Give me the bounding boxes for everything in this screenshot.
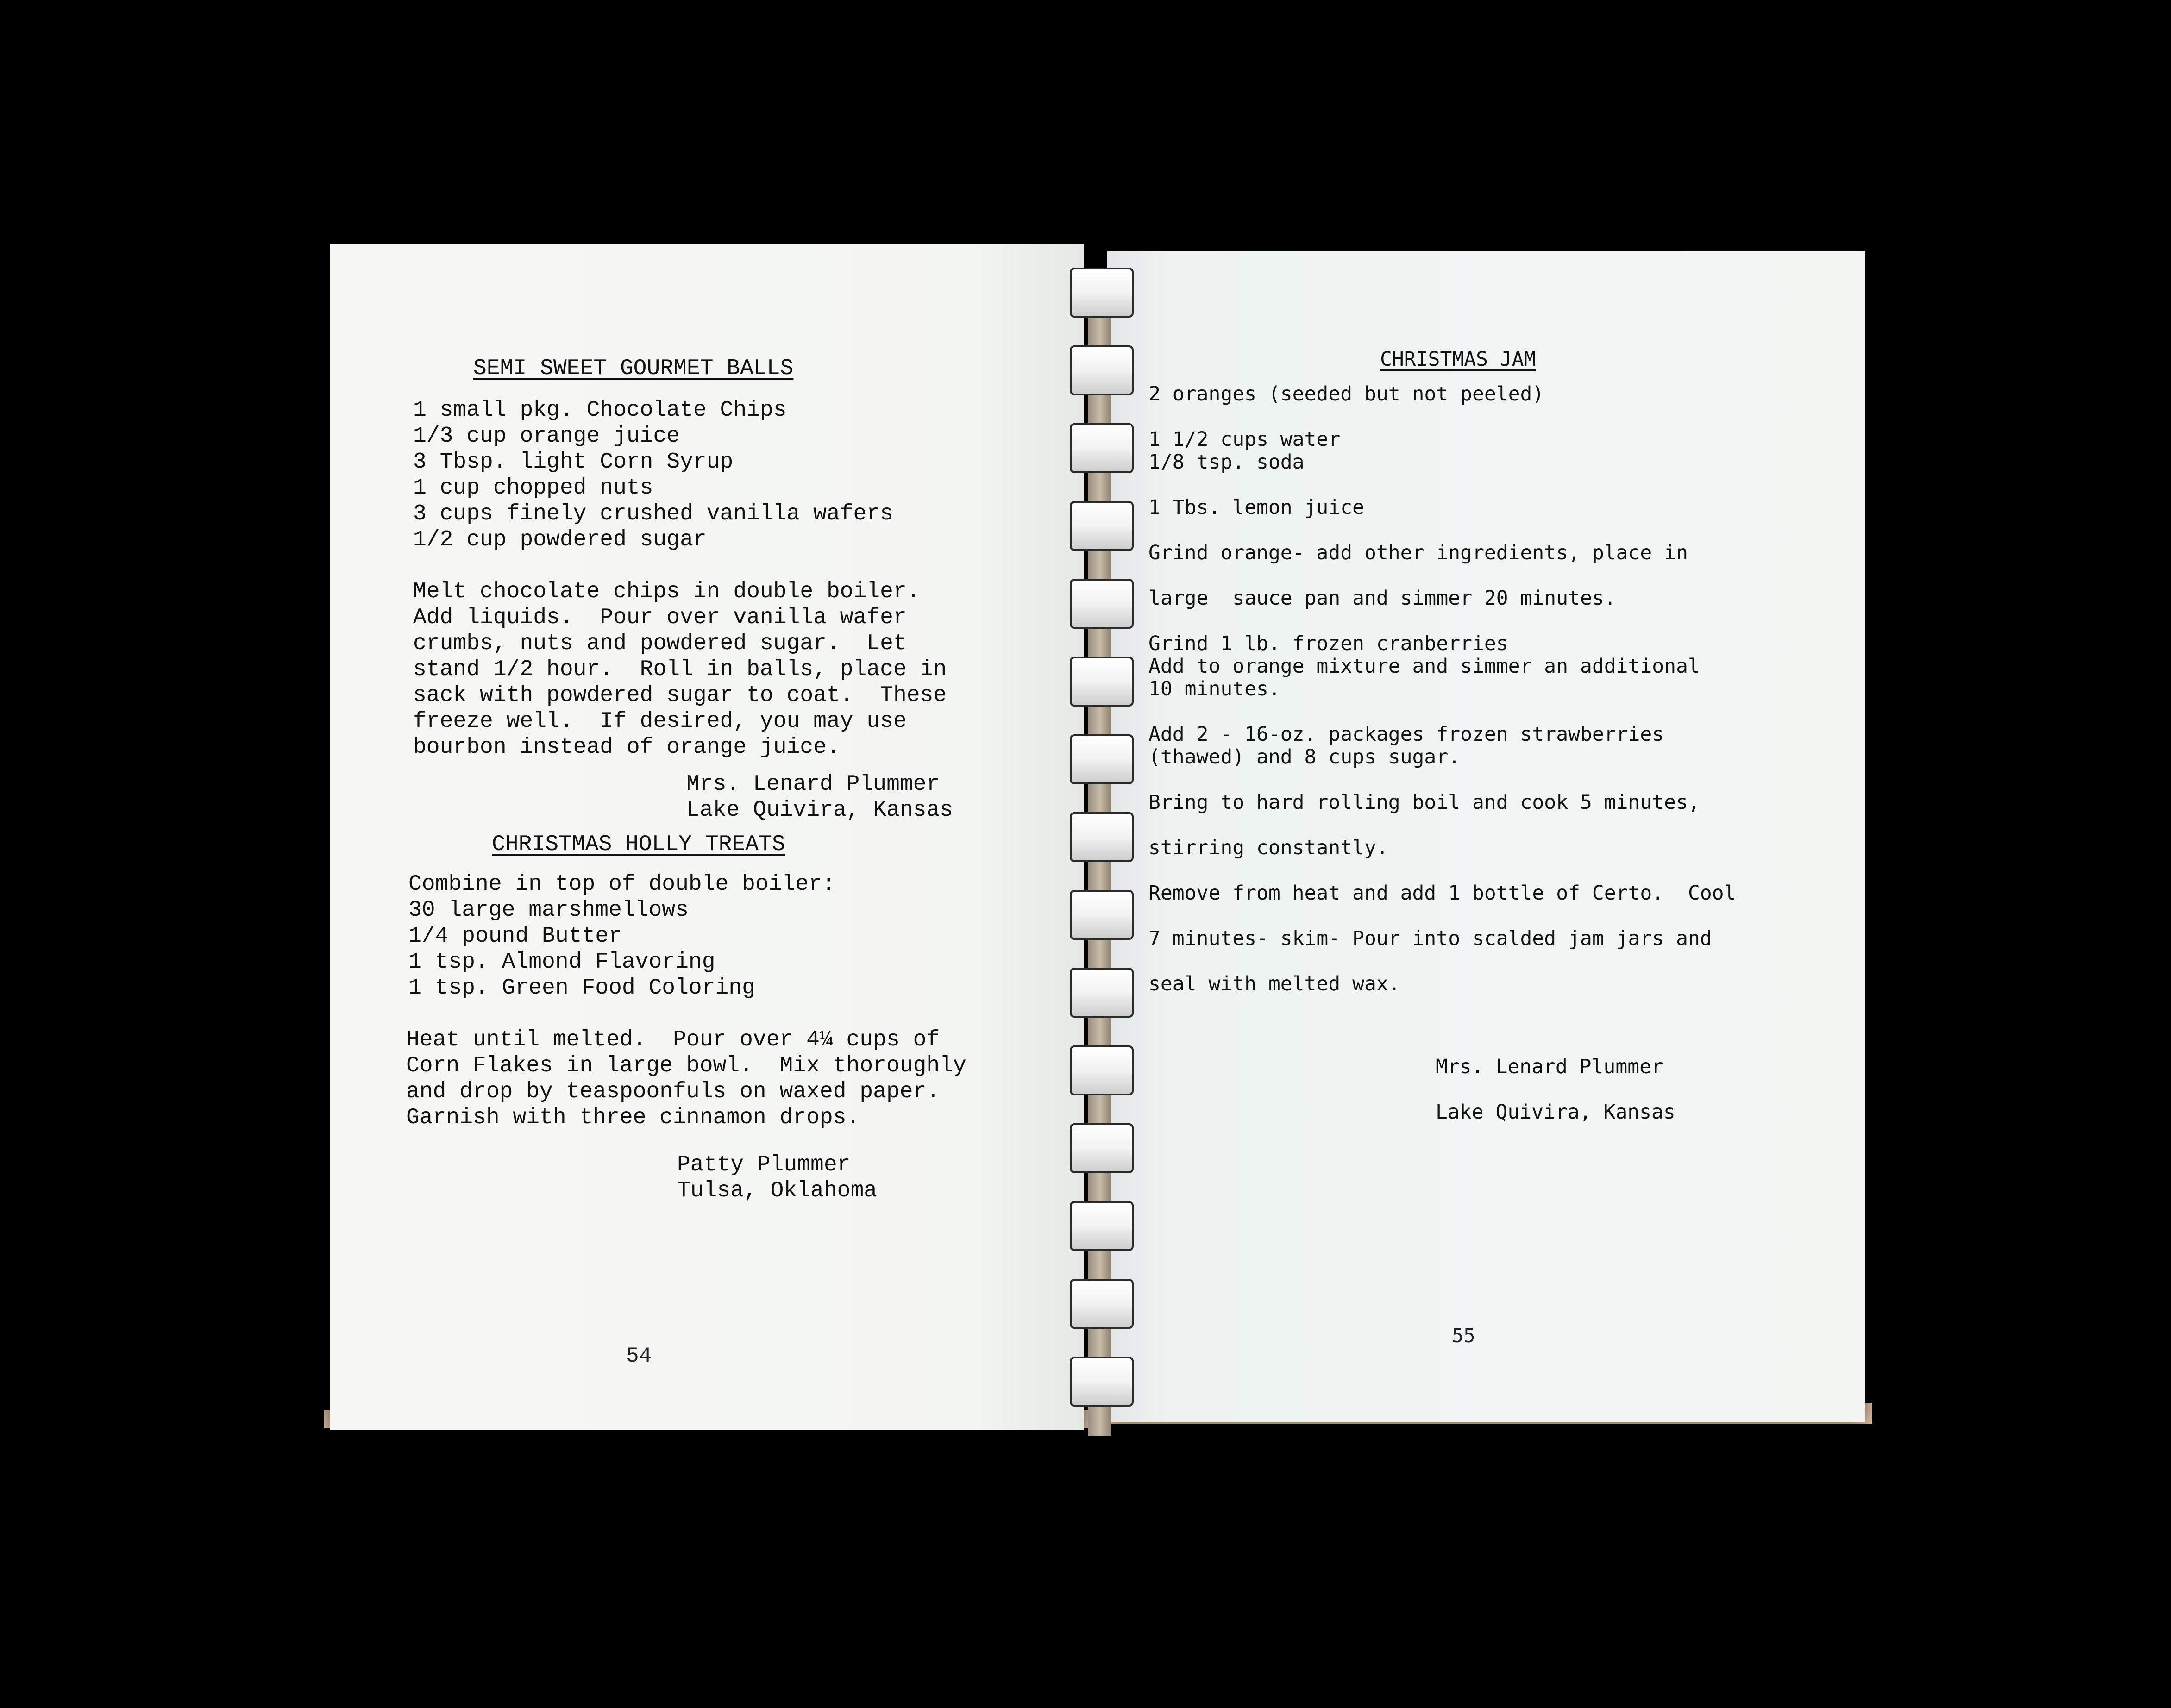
right-page-content	[1148, 348, 1834, 1124]
author-location: Lake Quivira, Kansas	[686, 798, 954, 823]
ingredient-list	[408, 871, 1034, 1001]
recipe-line: 10 minutes.	[1148, 677, 1280, 701]
directions-line: bourbon instead of orange juice.	[413, 735, 840, 760]
recipe-attribution	[413, 1152, 1034, 1204]
recipe-body	[1148, 383, 1834, 995]
ingredient-line: 3 Tbsp. light Corn Syrup	[413, 450, 734, 475]
binding-coil	[1060, 419, 1139, 474]
directions-line: Garnish with three cinnamon drops.	[406, 1105, 860, 1130]
recipe-line	[1148, 814, 1834, 837]
binding-coil	[1060, 1353, 1139, 1408]
recipe-line: large sauce pan and simmer 20 minutes.	[1148, 587, 1616, 610]
binding-coil	[1060, 497, 1139, 552]
author-location: Lake Quivira, Kansas	[1436, 1101, 1675, 1124]
ingredient-line: 1/4 pound Butter	[408, 924, 622, 949]
recipe-line: 1 1/2 cups water	[1148, 428, 1341, 451]
ingredient-line: 3 cups finely crushed vanilla wafers	[413, 501, 893, 526]
left-page	[330, 244, 1084, 1430]
author-location: Tulsa, Oklahoma	[677, 1178, 878, 1203]
binding-coil-loop	[1070, 345, 1134, 395]
author-name: Mrs. Lenard Plummer	[686, 772, 940, 797]
recipe-line	[1148, 701, 1834, 723]
recipe-attribution	[1148, 1056, 1834, 1124]
binding-coil	[1060, 886, 1139, 941]
binding-coil	[1060, 264, 1139, 319]
binding-coil	[1060, 342, 1139, 396]
binding-coil	[1060, 731, 1139, 785]
directions-line: Add liquids. Pour over vanilla wafer	[413, 605, 907, 630]
ingredient-line: 1/3 cup orange juice	[413, 424, 680, 449]
recipe-line	[1148, 406, 1834, 428]
recipe-line: Remove from heat and add 1 bottle of Certo. Cool	[1148, 882, 1736, 905]
binding-coil-loop	[1070, 579, 1134, 629]
right-page	[1107, 251, 1865, 1422]
recipe-line: Bring to hard rolling boil and cook 5 minutes,	[1148, 791, 1700, 814]
recipe-line: 2 oranges (seeded but not peeled)	[1148, 382, 1544, 406]
binding-coil-loop	[1070, 1123, 1134, 1173]
binding-coil-loop	[1070, 812, 1134, 862]
author-name: Mrs. Lenard Plummer	[1436, 1055, 1663, 1078]
binding-coil	[1060, 808, 1139, 863]
ingredient-line: 1 cup chopped nuts	[413, 475, 653, 501]
binding-coil	[1060, 575, 1139, 630]
directions-line: Melt chocolate chips in double boiler.	[413, 579, 920, 604]
directions-line: sack with powdered sugar to coat. These	[413, 683, 947, 708]
ingredient-line: 1 tsp. Almond Flavoring	[408, 950, 715, 975]
ingredient-line: 30 large marshmellows	[408, 898, 689, 923]
binding-coil-loop	[1070, 968, 1134, 1018]
binding-coil-loop	[1070, 734, 1134, 784]
directions-paragraph	[413, 579, 1034, 760]
directions-line: crumbs, nuts and powdered sugar. Let	[413, 631, 907, 656]
binding-coil-loop	[1070, 1279, 1134, 1329]
binding-coil	[1060, 1197, 1139, 1252]
binding-coil-loop	[1070, 268, 1134, 318]
ingredient-line: 1 tsp. Green Food Coloring	[408, 976, 755, 1001]
directions-line: freeze well. If desired, you may use	[413, 709, 907, 734]
recipe-line: Grind orange- add other ingredients, place in	[1148, 541, 1688, 564]
directions-line: and drop by teaspoonfuls on waxed paper.	[406, 1079, 940, 1104]
ingredient-line: Combine in top of double boiler:	[408, 872, 835, 897]
binding-coil-loop	[1070, 423, 1134, 473]
recipe-line	[1148, 950, 1834, 973]
ingredient-line: 1 small pkg. Chocolate Chips	[413, 398, 787, 423]
recipe-line: Add to orange mixture and simmer an additional	[1148, 655, 1700, 678]
recipe-line	[1148, 859, 1834, 882]
recipe-line	[1148, 474, 1834, 496]
binding-coil	[1060, 1042, 1139, 1096]
recipe-line	[1148, 519, 1834, 542]
page-number: 54	[626, 1344, 652, 1368]
binding-coil	[1060, 1120, 1139, 1174]
binding-coil	[1060, 1275, 1139, 1330]
recipe-line: 7 minutes- skim- Pour into scalded jam jars and	[1148, 927, 1712, 950]
binding-coil-loop	[1070, 501, 1134, 551]
ingredient-line: 1/2 cup powdered sugar	[413, 527, 707, 552]
recipe-line: 1 Tbs. lemon juice	[1148, 496, 1364, 519]
directions-line: stand 1/2 hour. Roll in balls, place in	[413, 657, 947, 682]
author-name: Patty Plummer	[677, 1152, 851, 1177]
binding-coil	[1060, 653, 1139, 707]
directions-paragraph	[406, 1027, 1034, 1131]
recipe-line: Add 2 - 16-oz. packages frozen strawberries	[1148, 723, 1664, 746]
recipe-line	[1148, 610, 1834, 632]
binding-coil-loop	[1070, 1201, 1134, 1251]
binding-coil-loop	[1070, 1045, 1134, 1095]
recipe-line: stirring constantly.	[1148, 836, 1388, 859]
recipe-line: seal with melted wax.	[1148, 972, 1400, 995]
recipe-line: Grind 1 lb. frozen cranberries	[1148, 632, 1508, 655]
recipe-title-christmas-jam: CHRISTMAS JAM	[1380, 348, 1536, 371]
recipe-line	[1148, 564, 1834, 587]
recipe-line	[1148, 905, 1834, 927]
recipe-line	[1148, 769, 1834, 791]
binding-coil	[1060, 964, 1139, 1019]
left-page-content	[406, 356, 1034, 1204]
recipe-attribution	[413, 771, 1034, 823]
ingredient-list	[413, 397, 1034, 553]
page-number: 55	[1452, 1324, 1475, 1347]
spiral-binding	[1056, 245, 1148, 1431]
recipe-line: (thawed) and 8 cups sugar.	[1148, 745, 1461, 769]
binding-coil-loop	[1070, 1357, 1134, 1407]
binding-coil-loop	[1070, 657, 1134, 707]
recipe-title-semi-sweet: SEMI SWEET GOURMET BALLS	[473, 356, 794, 381]
recipe-title-holly-treats: CHRISTMAS HOLLY TREATS	[492, 832, 785, 857]
directions-line: Heat until melted. Pour over 4¼ cups of	[406, 1027, 940, 1052]
directions-line: Corn Flakes in large bowl. Mix thoroughly	[406, 1053, 966, 1078]
recipe-line: 1/8 tsp. soda	[1148, 450, 1305, 474]
binding-coil-loop	[1070, 890, 1134, 940]
